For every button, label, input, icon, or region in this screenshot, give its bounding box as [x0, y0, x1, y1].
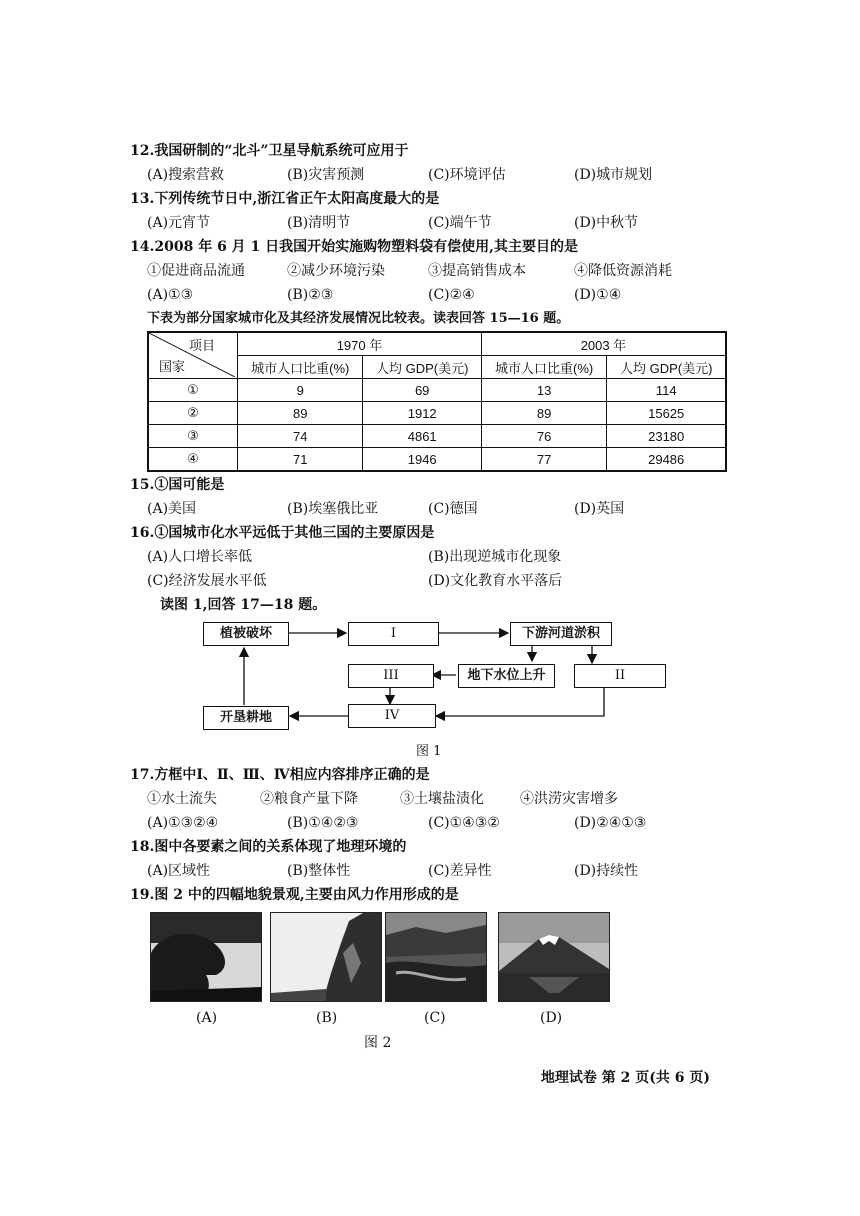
year-header-1970: 1970 年: [238, 332, 482, 356]
box-land-reclamation: 开垦耕地: [203, 706, 289, 730]
col-header-gdp-1970: 人均 GDP(美元): [363, 356, 481, 379]
q15-option-c: (C)德国: [428, 501, 478, 517]
table-intro: 下表为部分国家城市化及其经济发展情况比较表。读表回答 15—16 题。: [147, 311, 570, 326]
q18-option-c: (C)差异性: [428, 863, 492, 879]
q18-option-b: (B)整体性: [287, 863, 351, 879]
q14-choice-2: ②减少环境污染: [287, 263, 385, 279]
question-18-stem: 18.图中各要素之间的关系体现了地理环境的: [130, 839, 407, 855]
table-cell: 114: [607, 379, 726, 402]
q15-option-a: (A)美国: [147, 501, 197, 517]
q14-option-c: (C)②④: [428, 287, 475, 303]
q12-option-c: (C)环境评估: [428, 167, 506, 183]
q14-choice-1: ①促进商品流通: [147, 263, 245, 279]
box-i: I: [348, 622, 439, 646]
q13-option-d: (D)中秋节: [574, 215, 639, 231]
table-cell: 77: [481, 448, 606, 472]
corner-header-item: 项目: [188, 338, 215, 353]
figure-1-intro: 读图 1,回答 17—18 题。: [160, 597, 327, 613]
photo-label-c: (C): [424, 1010, 446, 1026]
table-cell: ④: [148, 448, 238, 472]
table-cell: 74: [238, 425, 363, 448]
table-cell: 71: [238, 448, 363, 472]
corner-header-country: 国家: [159, 359, 186, 374]
year-header-2003: 2003 年: [481, 332, 726, 356]
q17-option-d: (D)②④①③: [574, 815, 647, 831]
question-19-stem: 19.图 2 中的四幅地貌景观,主要由风力作用形成的是: [130, 887, 459, 903]
q17-option-b: (B)①④②③: [287, 815, 359, 831]
q16-option-b: (B)出现逆城市化现象: [428, 549, 562, 565]
table-cell: ①: [148, 379, 238, 402]
q12-option-d: (D)城市规划: [574, 167, 653, 183]
q13-option-c: (C)端午节: [428, 215, 492, 231]
question-15-stem: 15.①国可能是: [130, 477, 225, 493]
q16-option-a: (A)人口增长率低: [147, 549, 253, 565]
col-header-urban-1970: 城市人口比重(%): [238, 356, 363, 379]
col-header-urban-2003: 城市人口比重(%): [481, 356, 606, 379]
table-cell: 89: [238, 402, 363, 425]
q14-option-b: (B)②③: [287, 287, 334, 303]
photo-label-d: (D): [540, 1010, 563, 1026]
q17-option-a: (A)①③②④: [147, 815, 219, 831]
table-cell: 1946: [363, 448, 481, 472]
figure-1-caption: 图 1: [416, 744, 442, 759]
table-cell: 29486: [607, 448, 726, 472]
col-header-gdp-2003: 人均 GDP(美元): [607, 356, 726, 379]
box-groundwater-rise: 地下水位上升: [458, 664, 555, 688]
box-iv: IV: [348, 704, 436, 728]
q18-option-a: (A)区域性: [147, 863, 211, 879]
table-cell: 76: [481, 425, 606, 448]
q17-choice-3: ③土壤盐渍化: [400, 791, 484, 807]
box-ii: II: [574, 664, 666, 688]
landform-photo-d: [498, 912, 610, 1002]
q17-choice-4: ④洪涝灾害增多: [520, 791, 618, 807]
table-cell: ②: [148, 402, 238, 425]
table-cell: 23180: [607, 425, 726, 448]
photo-label-b: (B): [316, 1010, 338, 1026]
q14-choice-4: ④降低资源消耗: [574, 263, 672, 279]
landform-photo-c: [385, 912, 487, 1002]
q14-option-d: (D)①④: [574, 287, 622, 303]
q13-option-a: (A)元宵节: [147, 215, 211, 231]
question-17-stem: 17.方框中Ⅰ、Ⅱ、Ⅲ、Ⅳ相应内容排序正确的是: [130, 767, 430, 783]
q14-choice-3: ③提高销售成本: [428, 263, 526, 279]
table-cell: 9: [238, 379, 363, 402]
table-cell: 1912: [363, 402, 481, 425]
q16-option-d: (D)文化教育水平落后: [428, 573, 563, 589]
question-14-stem: 14.2008 年 6 月 1 日我国开始实施购物塑料袋有偿使用,其主要目的是: [130, 239, 579, 255]
box-downstream-silting: 下游河道淤积: [510, 622, 612, 646]
q18-option-d: (D)持续性: [574, 863, 639, 879]
figure-2-caption: 图 2: [364, 1035, 392, 1051]
q13-option-b: (B)清明节: [287, 215, 351, 231]
table-cell: ③: [148, 425, 238, 448]
page-footer: 地理试卷 第 2 页(共 6 页): [540, 1070, 710, 1086]
q17-choice-1: ①水土流失: [147, 791, 217, 807]
q15-option-d: (D)英国: [574, 501, 625, 517]
q17-choice-2: ②粮食产量下降: [260, 791, 358, 807]
table-cell: 69: [363, 379, 481, 402]
landform-photo-b: [270, 912, 382, 1002]
table-cell: 15625: [607, 402, 726, 425]
q15-option-b: (B)埃塞俄比亚: [287, 501, 379, 517]
landform-photo-a: [150, 912, 262, 1002]
box-vegetation-destruction: 植被破坏: [203, 622, 289, 646]
q16-option-c: (C)经济发展水平低: [147, 573, 267, 589]
photo-label-a: (A): [196, 1010, 218, 1026]
q12-option-b: (B)灾害预测: [287, 167, 365, 183]
q12-option-a: (A)搜索营救: [147, 167, 225, 183]
box-iii: III: [348, 664, 434, 688]
table-cell: 4861: [363, 425, 481, 448]
q14-option-a: (A)①③: [147, 287, 194, 303]
question-16-stem: 16.①国城市化水平远低于其他三国的主要原因是: [130, 525, 435, 541]
q17-option-c: (C)①④③②: [428, 815, 500, 831]
question-12-stem: 12.我国研制的“北斗”卫星导航系统可应用于: [130, 143, 409, 159]
table-cell: 89: [481, 402, 606, 425]
question-13-stem: 13.下列传统节日中,浙江省正午太阳高度最大的是: [130, 191, 440, 207]
table-cell: 13: [481, 379, 606, 402]
